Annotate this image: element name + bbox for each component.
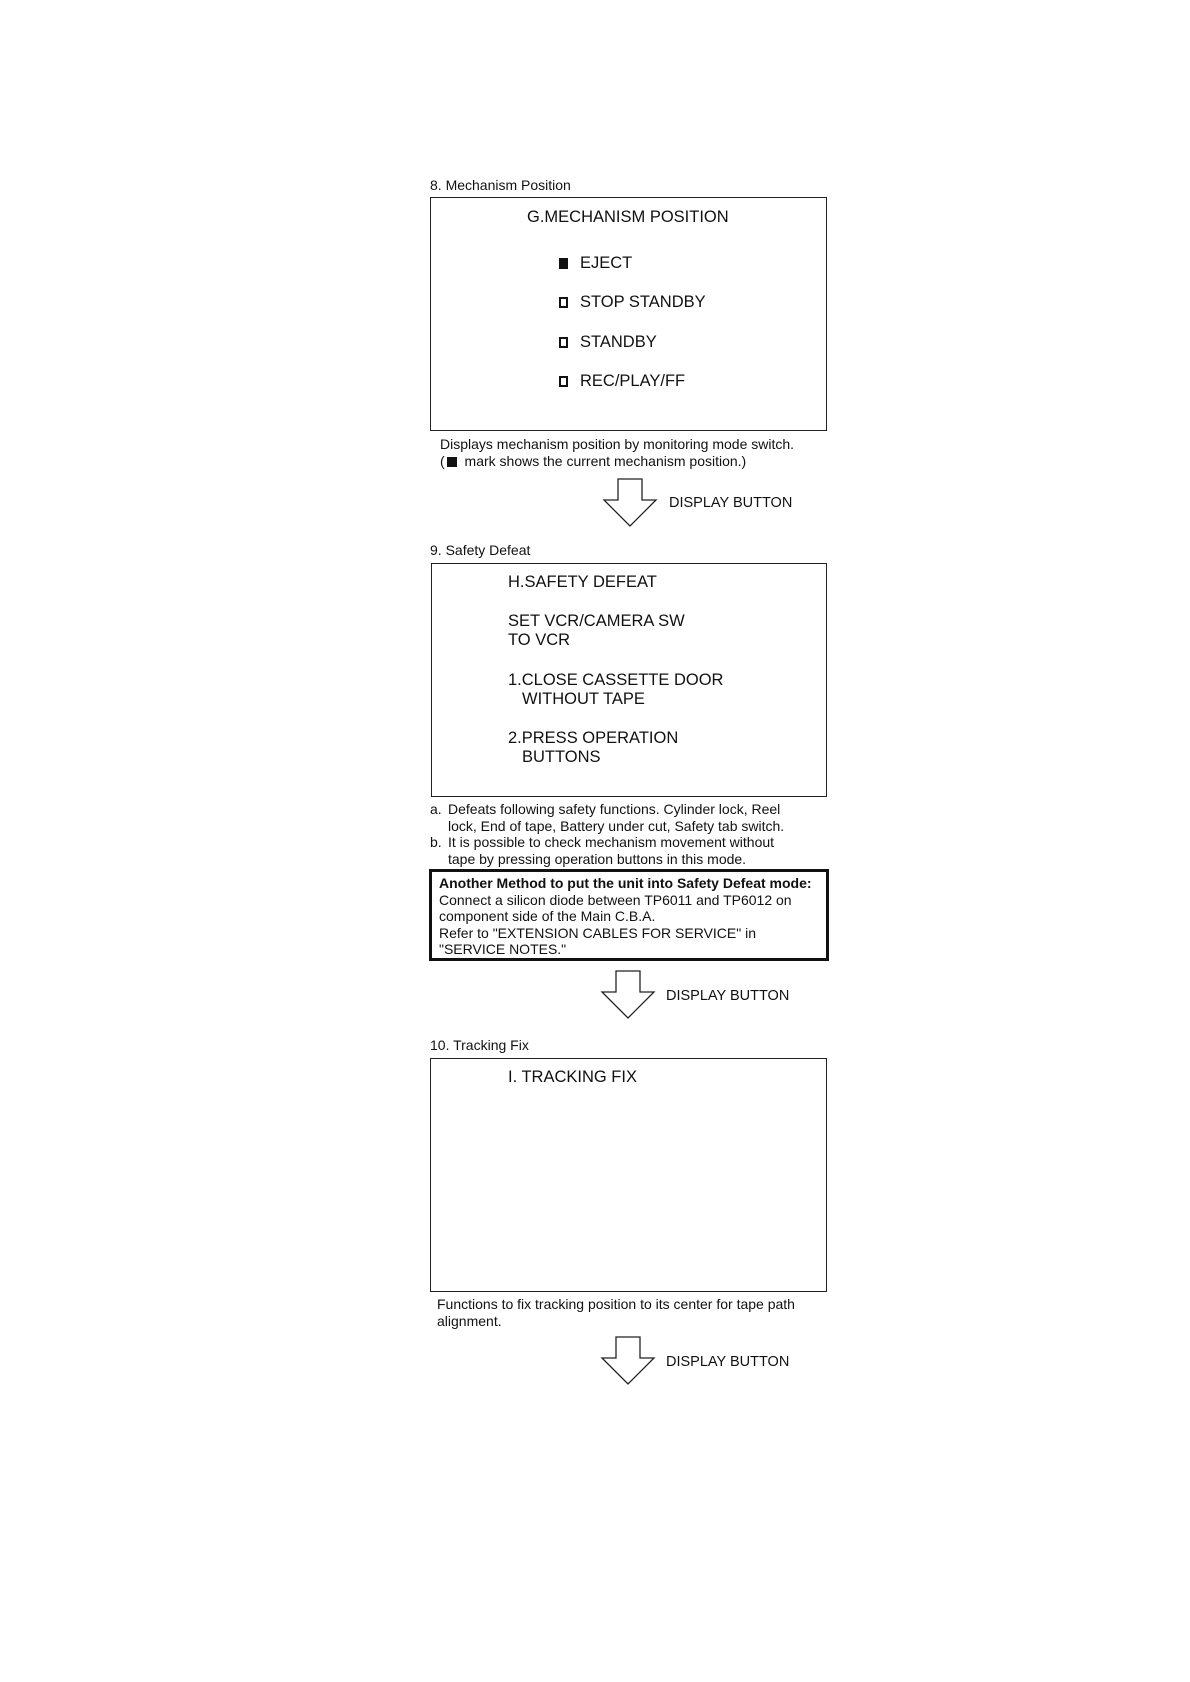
note-line [440,453,840,470]
section8-title: 8. Mechanism Position [430,177,571,193]
note-item-b [430,834,830,868]
note-text: Defeats following safety functions. Cylinder lock, Reel lock, End of tape, Battery under cut, Safety tab switch. [448,801,785,834]
screen-heading: G.MECHANISM POSITION [527,208,729,226]
note-line: alignment. [437,1312,502,1329]
note-suffix: mark shows the current mechanism position.) [460,452,747,469]
option-standby [559,333,657,352]
note-text: It is possible to check mechanism movement without tape by pressing operation buttons in this mode. [448,834,775,867]
screen-step2: 2.PRESS OPERATION [508,729,679,747]
note-marker: b. [430,834,442,850]
display-button-label: DISPLAY BUTTON [666,988,790,1004]
option-label: STOP STANDBY [580,293,706,311]
screen-step1: 1.CLOSE CASSETTE DOOR [508,671,724,689]
note-prefix: ( [440,452,445,469]
note-item-a [430,801,830,835]
option-rec-play-ff [559,372,685,391]
empty-square-icon [559,337,568,348]
method-line: "SERVICE NOTES." [439,941,567,957]
tracking-fix-screen [430,1058,827,1292]
section10-title: 10. Tracking Fix [430,1037,529,1053]
section8-note [440,436,840,469]
down-arrow-icon [600,1336,656,1386]
method-heading: Another Method to put the unit into Safety Defeat mode: [439,875,812,891]
option-eject [559,254,632,273]
option-label: REC/PLAY/FF [580,372,686,390]
method-line: component side of the Main C.B.A. [439,908,656,924]
empty-square-icon [559,376,568,387]
screen-step2-cont: BUTTONS [522,748,601,766]
note-line: Displays mechanism position by monitoring mode switch. [440,436,795,452]
screen-heading: H.SAFETY DEFEAT [508,573,657,591]
method-line: Refer to "EXTENSION CABLES FOR SERVICE" in [439,924,756,941]
down-arrow-icon [600,970,656,1020]
method-line: Connect a silicon diode between TP6011 and TP6012 on [439,891,792,908]
filled-square-icon [559,258,568,269]
down-arrow-icon [602,478,658,528]
empty-square-icon [559,297,568,308]
screen-heading: I. TRACKING FIX [508,1068,637,1086]
note-marker: a. [430,801,442,817]
filled-square-icon [447,457,457,467]
screen-step1-cont: WITHOUT TAPE [522,690,645,708]
safety-defeat-screen [431,563,827,797]
section9-title: 9. Safety Defeat [430,542,531,558]
alternate-method-box [429,869,829,961]
screen-line: TO VCR [508,631,571,649]
note-line: Functions to fix tracking position to its center for tape path [437,1296,795,1312]
option-stop-standby [559,293,706,312]
display-button-label: DISPLAY BUTTON [669,495,793,511]
mechanism-position-screen [430,197,827,431]
option-label: STANDBY [580,333,657,351]
section10-note [437,1296,837,1329]
screen-line: SET VCR/CAMERA SW [508,612,685,630]
option-label: EJECT [580,254,633,272]
display-button-label: DISPLAY BUTTON [666,1354,790,1370]
